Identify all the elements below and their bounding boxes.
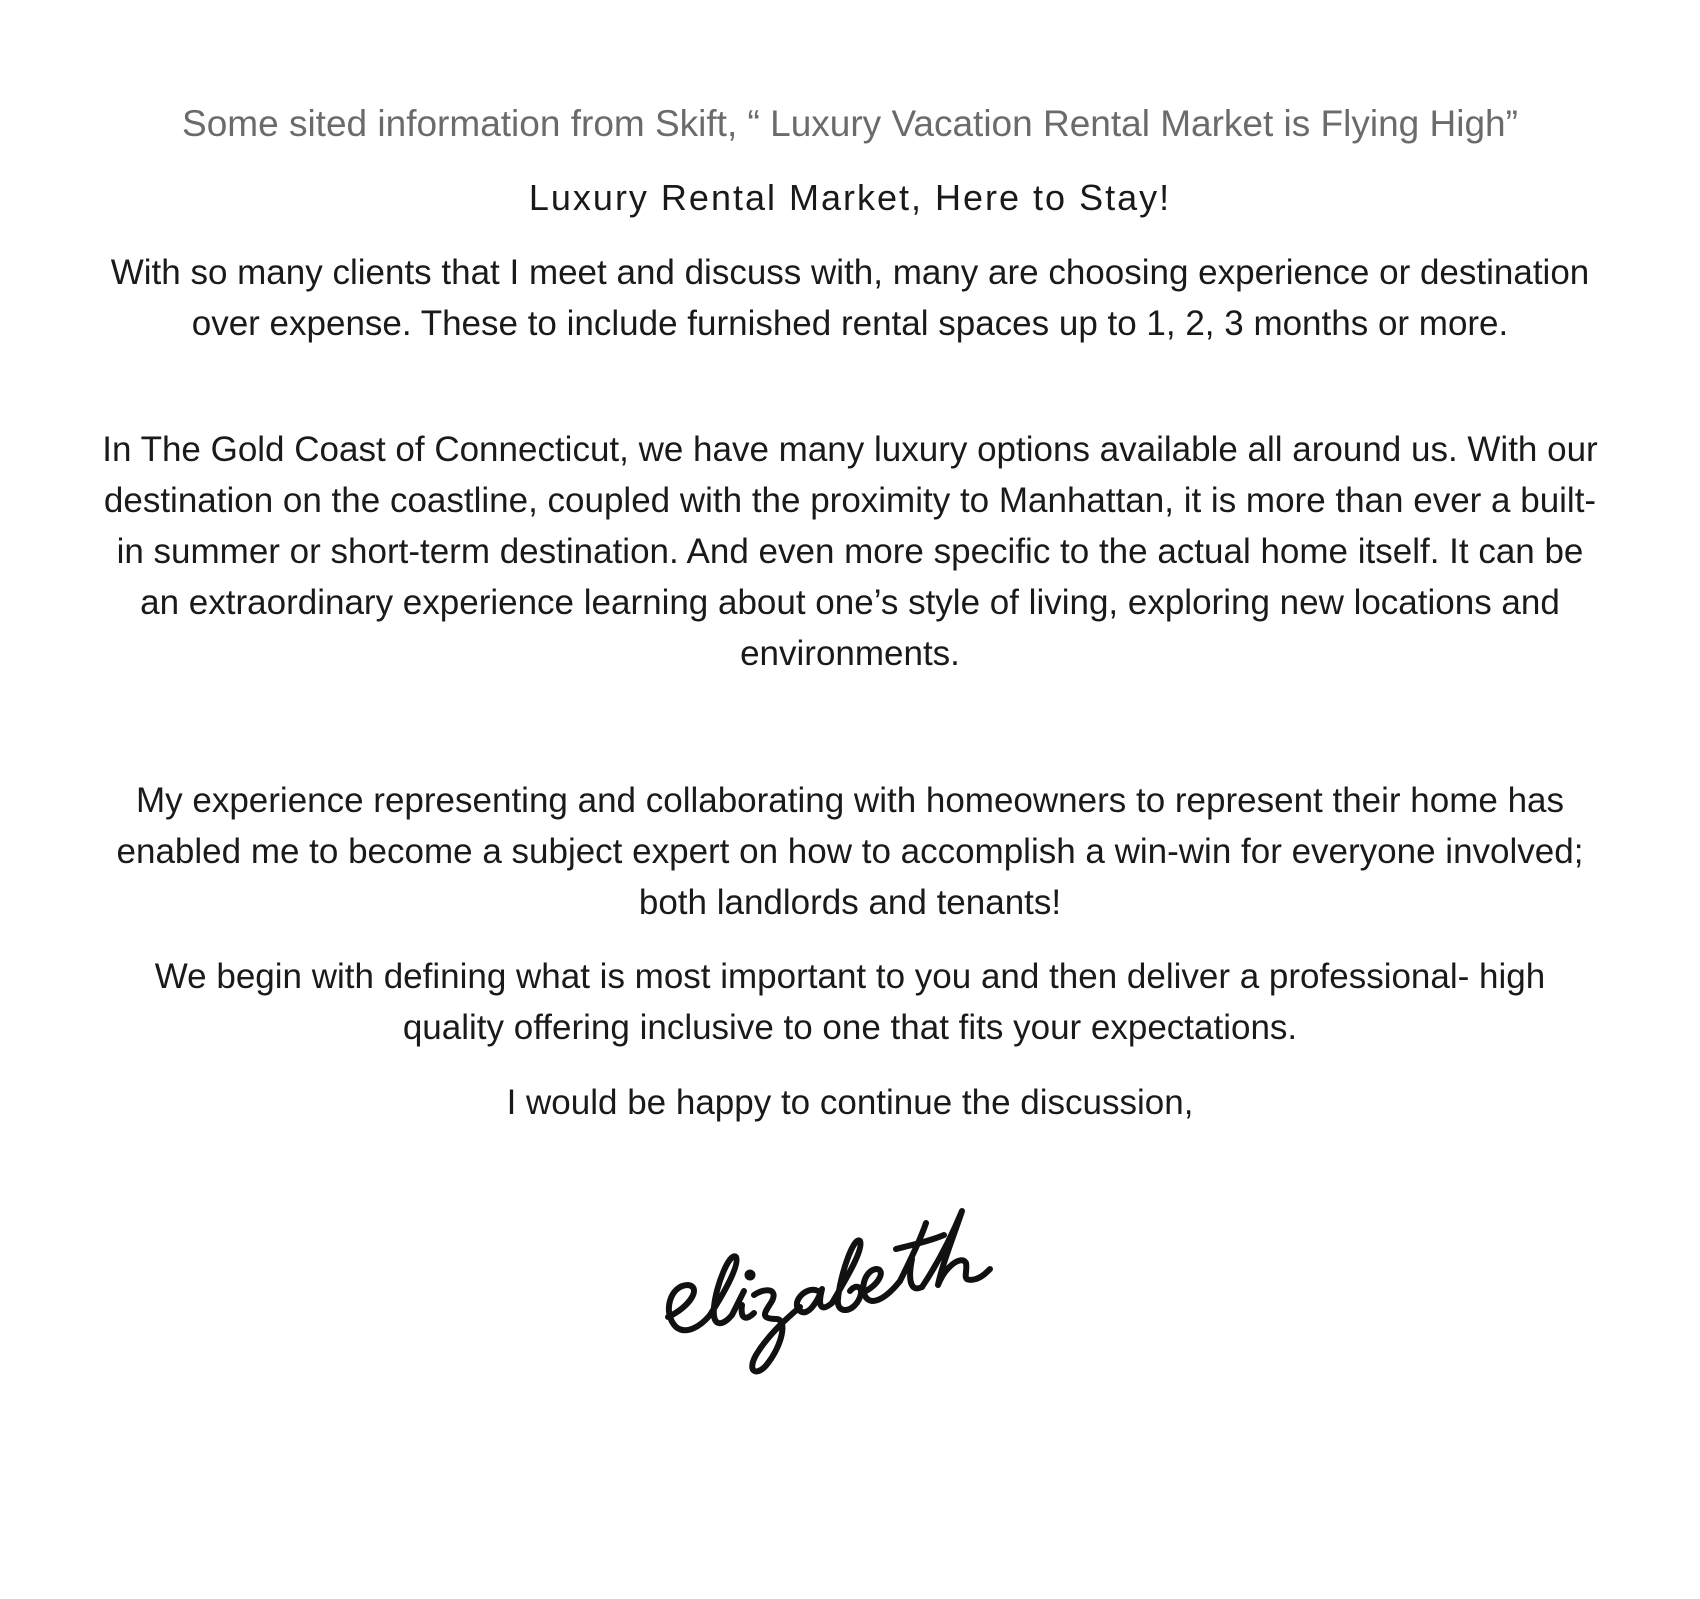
handwritten-signature — [650, 1195, 1050, 1395]
paragraph-experience: My experience representing and collaborating with homeowners to represent their home has enabled me to become a subject expert on how to accomplish a win-win for everyone involved; both landlords and tenants! — [116, 781, 1584, 922]
paragraph-gold-coast: In The Gold Coast of Connecticut, we have many luxury options available all around us. With our destination on the coastline, coupled with the proximity to Manhattan, it is more than ever a built- in summer or short-term destination. And even more specific to the actual home itself. It can be an extraordinary experience learning about one’s style of living, exploring new locations and environments. — [102, 430, 1598, 673]
paragraph-process: We begin with defining what is most important to you and then deliver a professional- high quality offering inclusive to one that fits your expectations. — [154, 957, 1546, 1047]
signature-graphic — [650, 1195, 1050, 1395]
paragraph-clients: With so many clients that I meet and discuss with, many are choosing experience or destination over expense. These to include furnished rental spaces up to 1, 2, 3 months or more. — [110, 253, 1590, 343]
headline: Luxury Rental Market, Here to Stay! — [528, 177, 1172, 218]
closing-line: I would be happy to continue the discussion, — [506, 1083, 1194, 1122]
source-citation: Some sited information from Skift, “ Luxury Vacation Rental Market is Flying High” — [182, 103, 1518, 144]
